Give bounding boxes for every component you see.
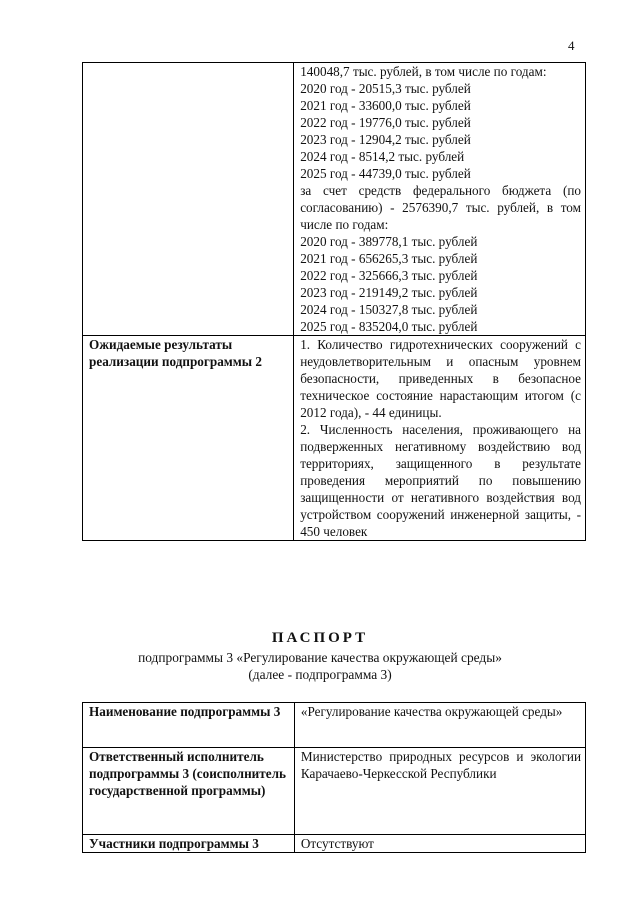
funding-line: 2023 год - 219149,2 тыс. рублей	[300, 285, 478, 300]
funding-line: 2020 год - 20515,3 тыс. рублей	[300, 81, 471, 96]
funding-line: за счет средств федерального бюджета (по согласованию) - 2576390,7 тыс. рублей, в том числе по годам:	[300, 183, 581, 232]
page-number: 4	[568, 38, 575, 53]
funding-line: 2025 год - 835204,0 тыс. рублей	[300, 319, 478, 334]
expected-results-label: Ожидаемые результаты реализации подпрограммы 2	[83, 336, 294, 541]
row-value: Отсутствуют	[294, 835, 585, 853]
passport-subtitle: подпрограммы 3 «Регулирование качества окружающей среды»	[138, 650, 502, 665]
passport-title: ПАСПОРТ	[271, 630, 369, 646]
row-label: Ответственный исполнитель подпрограммы 3 (соисполнитель государственной программы)	[83, 748, 295, 835]
funding-line: 2024 год - 150327,8 тыс. рублей	[300, 302, 478, 317]
funding-line: 2025 год - 44739,0 тыс. рублей	[300, 166, 471, 181]
funding-line: 2023 год - 12904,2 тыс. рублей	[300, 132, 471, 147]
funding-line: 2021 год - 33600,0 тыс. рублей	[300, 98, 471, 113]
funding-line: 140048,7 тыс. рублей, в том числе по годам:	[300, 64, 547, 79]
table-row	[83, 703, 586, 748]
result-item-1: 1. Количество гидротехнических сооружений с неудовлетворительным и опасным уровнем безопасности, приведенных в безопасное техническое состояние нарастающим итогом (с 2012 года), - 44 единицы.	[300, 337, 581, 420]
table-row	[83, 835, 586, 853]
result-item-2: 2. Численность населения, проживающего на подверженных негативному воздействию вод территориях, защищенного в результате проведения мероприятий по повышению защищенности от негативного воздействия вод устройством сооружений инженерной защиты, - 450 человек	[300, 422, 581, 539]
passport-heading	[0, 630, 640, 683]
subprogram3-passport-table	[82, 702, 586, 853]
row-label: Наименование подпрограммы 3	[83, 703, 295, 748]
funding-line: 2020 год - 389778,1 тыс. рублей	[300, 234, 478, 249]
expected-results-cell	[294, 336, 586, 541]
funding-cell	[294, 63, 586, 336]
funding-line: 2022 год - 19776,0 тыс. рублей	[300, 115, 471, 130]
passport-note: (далее - подпрограмма 3)	[248, 667, 392, 682]
table-row	[83, 336, 586, 541]
row-value: Министерство природных ресурсов и экологии Карачаево-Черкесской Республики	[294, 748, 585, 835]
subprogram2-passport-table	[82, 62, 586, 541]
funding-line: 2021 год - 656265,3 тыс. рублей	[300, 251, 478, 266]
row-value: «Регулирование качества окружающей среды»	[294, 703, 585, 748]
table-row	[83, 63, 586, 336]
table-cell-empty	[83, 63, 294, 336]
funding-line: 2024 год - 8514,2 тыс. рублей	[300, 149, 465, 164]
table-row	[83, 748, 586, 835]
row-label: Участники подпрограммы 3	[83, 835, 295, 853]
funding-line: 2022 год - 325666,3 тыс. рублей	[300, 268, 478, 283]
